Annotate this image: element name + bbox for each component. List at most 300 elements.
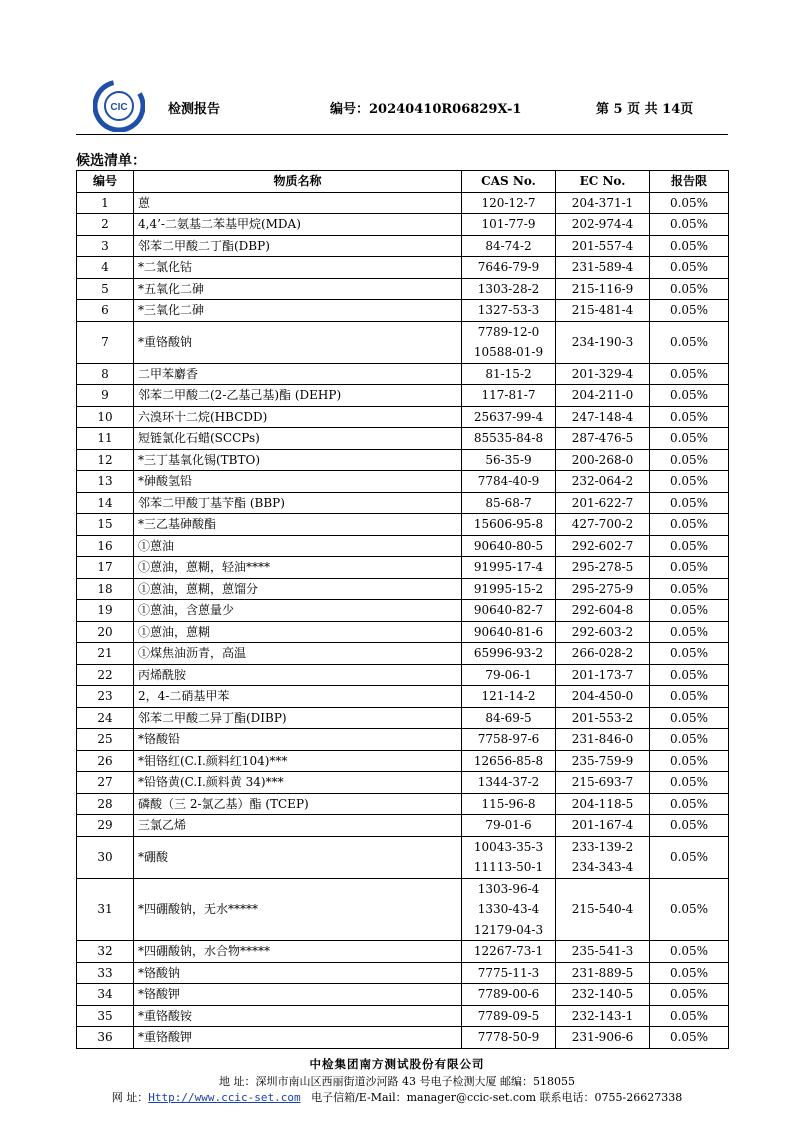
footer-contact-line	[0, 1089, 794, 1105]
ec-number	[556, 664, 650, 686]
svg-text:CIC: CIC	[110, 102, 128, 113]
ec-value: 287-476-5	[571, 431, 634, 445]
table-row	[77, 321, 729, 363]
table-row	[77, 363, 729, 385]
report-limit: 0.05%	[650, 878, 729, 941]
col-header-substance: 物质名称	[134, 171, 462, 193]
ec-number	[556, 1005, 650, 1027]
ec-value: 202-974-4	[571, 217, 634, 231]
substance-name: 邻苯二甲酸二(2-乙基己基)酯 (DEHP)	[134, 385, 462, 407]
cas-number	[462, 235, 556, 257]
cas-number	[462, 984, 556, 1006]
table-row	[77, 1027, 729, 1049]
table-row	[77, 686, 729, 708]
cas-value: 10043-35-3	[473, 839, 544, 854]
table-row	[77, 514, 729, 536]
substance-name: *砷酸氢铅	[134, 471, 462, 493]
ec-number	[556, 878, 650, 941]
report-limit: 0.05%	[650, 214, 729, 236]
footer-company: 中检集团南方测试股份有限公司	[309, 1057, 485, 1071]
report-limit: 0.05%	[650, 492, 729, 514]
substance-name: *五氧化二砷	[134, 278, 462, 300]
page-info: 第 5 页 共 14页	[596, 102, 694, 117]
col-header-number: 编号	[77, 171, 134, 193]
cas-value: 1344-37-2	[477, 775, 540, 789]
cas-value: 121-14-2	[481, 689, 536, 703]
ec-value: 295-278-5	[571, 560, 634, 574]
cas-number	[462, 214, 556, 236]
substance-name: ①煤焦油沥青，高温	[134, 643, 462, 665]
cas-number	[462, 621, 556, 643]
report-limit: 0.05%	[650, 257, 729, 279]
ec-value: 201-173-7	[571, 667, 634, 682]
row-number: 23	[77, 686, 134, 708]
substance-name: 2，4-二硝基甲苯	[134, 686, 462, 708]
substance-name: *铬酸铅	[134, 729, 462, 751]
substance-name: 短链氯化石蜡(SCCPs)	[134, 428, 462, 450]
report-limit: 0.05%	[650, 793, 729, 815]
row-number: 5	[77, 278, 134, 300]
report-limit: 0.05%	[650, 750, 729, 772]
ec-number	[556, 492, 650, 514]
report-limit: 0.05%	[650, 363, 729, 385]
report-limit: 0.05%	[650, 1005, 729, 1027]
report-limit: 0.05%	[650, 514, 729, 536]
col-header-ec: EC No.	[556, 171, 650, 193]
row-number: 1	[77, 192, 134, 214]
ec-value: 231-846-0	[571, 732, 634, 746]
row-number: 10	[77, 406, 134, 428]
substance-name: 邻苯二甲酸二丁酯(DBP)	[134, 235, 462, 257]
report-limit: 0.05%	[650, 578, 729, 600]
ec-number	[556, 471, 650, 493]
ec-value: 201-553-2	[571, 710, 634, 725]
substance-name: *三乙基砷酸酯	[134, 514, 462, 536]
substance-name: ①蒽油，蒽糊	[134, 621, 462, 643]
ec-number	[556, 1027, 650, 1049]
report-limit: 0.05%	[650, 300, 729, 322]
ec-number	[556, 793, 650, 815]
table-row	[77, 750, 729, 772]
ec-number	[556, 257, 650, 279]
ec-value: 234-343-4	[571, 860, 634, 874]
row-number: 16	[77, 535, 134, 557]
cas-number	[462, 449, 556, 471]
ec-value: 201-167-4	[571, 818, 634, 832]
cas-number	[462, 535, 556, 557]
cas-value: 91995-17-4	[473, 560, 544, 574]
ec-value: 232-140-5	[571, 987, 634, 1001]
ec-value: 231-906-6	[571, 1030, 634, 1044]
cas-value: 12179-04-3	[473, 922, 544, 937]
ec-value: 215-481-4	[571, 303, 634, 317]
cas-value: 7646-79-9	[477, 260, 540, 274]
row-number: 8	[77, 363, 134, 385]
table-row	[77, 406, 729, 428]
substance-name: 二甲苯麝香	[134, 363, 462, 385]
substance-name: ①蒽油，蒽糊，蒽馏分	[134, 578, 462, 600]
footer-contact: 电子信箱/E-Mail：manager@ccic-set.com 联系电话：0755-26627338	[311, 1091, 683, 1104]
footer-website-link[interactable]: Http://www.ccic-set.com	[148, 1091, 301, 1104]
ec-number	[556, 750, 650, 772]
row-number: 17	[77, 557, 134, 579]
row-number: 34	[77, 984, 134, 1006]
substance-name: 三氯乙烯	[134, 815, 462, 837]
cas-value: 90640-81-6	[473, 624, 544, 639]
table-row	[77, 1005, 729, 1027]
list-title: 候选清单：	[76, 153, 146, 169]
cas-value: 15606-95-8	[473, 517, 544, 531]
ec-number	[556, 772, 650, 794]
substance-name: *三氧化二砷	[134, 300, 462, 322]
cas-number	[462, 750, 556, 772]
row-number: 9	[77, 385, 134, 407]
table-row	[77, 621, 729, 643]
ec-value: 201-557-4	[571, 238, 634, 253]
report-limit: 0.05%	[650, 428, 729, 450]
cas-number	[462, 962, 556, 984]
row-number: 12	[77, 449, 134, 471]
ec-number	[556, 363, 650, 385]
substance-name: *重铬酸钾	[134, 1027, 462, 1049]
row-number: 19	[77, 600, 134, 622]
cas-value: 115-96-8	[481, 796, 536, 811]
row-number: 18	[77, 578, 134, 600]
report-limit: 0.05%	[650, 385, 729, 407]
report-limit: 0.05%	[650, 557, 729, 579]
cas-value: 90640-82-7	[473, 603, 544, 617]
substance-name: ①蒽油	[134, 535, 462, 557]
cas-number	[462, 363, 556, 385]
row-number: 25	[77, 729, 134, 751]
substance-name: *重铬酸钠	[134, 321, 462, 363]
table-row	[77, 449, 729, 471]
ec-value: 201-329-4	[571, 366, 634, 381]
table-row	[77, 664, 729, 686]
report-limit: 0.05%	[650, 235, 729, 257]
company-logo	[93, 80, 145, 132]
substance-name: 丙烯酰胺	[134, 664, 462, 686]
report-number: 编号：20240410R06829X-1	[330, 102, 522, 117]
ec-number	[556, 729, 650, 751]
cas-number	[462, 192, 556, 214]
table-row	[77, 815, 729, 837]
row-number: 2	[77, 214, 134, 236]
ec-value: 235-759-9	[571, 753, 634, 768]
ec-value: 204-450-0	[571, 689, 634, 703]
report-limit: 0.05%	[650, 772, 729, 794]
table-row	[77, 557, 729, 579]
cas-value: 7775-11-3	[477, 965, 540, 980]
cas-number	[462, 385, 556, 407]
report-limit: 0.05%	[650, 815, 729, 837]
ec-number	[556, 428, 650, 450]
table-row	[77, 214, 729, 236]
cas-number	[462, 1005, 556, 1027]
substance-name: ①蒽油，蒽糊，轻油****	[134, 557, 462, 579]
table-row	[77, 600, 729, 622]
table-row	[77, 471, 729, 493]
cas-value: 79-06-1	[485, 667, 532, 682]
ec-number	[556, 600, 650, 622]
report-limit: 0.05%	[650, 192, 729, 214]
table-row	[77, 643, 729, 665]
table-row	[77, 428, 729, 450]
cas-value: 11113-50-1	[473, 860, 544, 874]
ec-value: 234-190-3	[571, 334, 634, 349]
cas-number	[462, 278, 556, 300]
ec-value: 233-139-2	[571, 839, 634, 854]
cas-value: 1303-96-4	[477, 881, 540, 896]
report-limit: 0.05%	[650, 621, 729, 643]
ec-value: 204-118-5	[571, 796, 634, 811]
cas-number	[462, 578, 556, 600]
table-row	[77, 385, 729, 407]
cas-value: 91995-15-2	[473, 581, 544, 596]
row-number: 27	[77, 772, 134, 794]
cas-value: 84-69-5	[485, 710, 532, 725]
table-body	[77, 192, 729, 1048]
ec-value: 292-602-7	[571, 538, 634, 553]
report-limit: 0.05%	[650, 471, 729, 493]
ec-value: 247-148-4	[571, 409, 634, 424]
substance-name: *三丁基氧化锡(TBTO)	[134, 449, 462, 471]
cas-number	[462, 643, 556, 665]
substance-name: 磷酸（三 2-氯乙基）酯 (TCEP)	[134, 793, 462, 815]
candidate-list-table	[76, 170, 729, 1049]
table-row	[77, 578, 729, 600]
table-row	[77, 235, 729, 257]
ec-number	[556, 321, 650, 363]
cas-value: 65996-93-2	[473, 646, 544, 660]
substance-name: *铬酸钾	[134, 984, 462, 1006]
substance-name: *铅铬黄(C.I.颜料黄 34)***	[134, 772, 462, 794]
substance-name: *四硼酸钠，无水*****	[134, 878, 462, 941]
row-number: 15	[77, 514, 134, 536]
cas-value: 7789-00-6	[477, 987, 540, 1001]
ec-number	[556, 214, 650, 236]
report-limit: 0.05%	[650, 643, 729, 665]
cas-number	[462, 878, 556, 941]
ec-value: 235-541-3	[571, 944, 634, 958]
substance-name: 邻苯二甲酸丁基苄酯 (BBP)	[134, 492, 462, 514]
cas-value: 1330-43-4	[477, 902, 540, 916]
cas-number	[462, 257, 556, 279]
ec-number	[556, 836, 650, 878]
cas-value: 12267-73-1	[473, 944, 544, 958]
report-limit: 0.05%	[650, 449, 729, 471]
cas-value: 79-01-6	[485, 818, 532, 832]
ec-value: 204-211-0	[571, 388, 634, 402]
ec-value: 295-275-9	[571, 581, 634, 596]
report-label: 检测报告	[168, 102, 221, 117]
report-limit: 0.05%	[650, 707, 729, 729]
ec-number	[556, 514, 650, 536]
ec-value: 231-889-5	[571, 965, 634, 980]
report-limit: 0.05%	[650, 962, 729, 984]
table-row	[77, 535, 729, 557]
cas-number	[462, 428, 556, 450]
ec-number	[556, 278, 650, 300]
cas-value: 10588-01-9	[473, 345, 544, 359]
col-header-limit: 报告限	[650, 171, 729, 193]
report-limit: 0.05%	[650, 535, 729, 557]
cas-number	[462, 664, 556, 686]
cas-number	[462, 514, 556, 536]
substance-name: *硼酸	[134, 836, 462, 878]
cas-number	[462, 492, 556, 514]
substance-name: 邻苯二甲酸二异丁酯(DIBP)	[134, 707, 462, 729]
col-header-cas: CAS No.	[462, 171, 556, 193]
substance-name: *二氯化钴	[134, 257, 462, 279]
cas-value: 56-35-9	[485, 452, 532, 467]
row-number: 31	[77, 878, 134, 941]
cas-number	[462, 941, 556, 963]
cas-number	[462, 406, 556, 428]
substance-name: *重铬酸铵	[134, 1005, 462, 1027]
substance-name: 蒽	[134, 192, 462, 214]
ec-value: 292-603-2	[571, 624, 634, 639]
ec-number	[556, 962, 650, 984]
table-row	[77, 878, 729, 941]
ec-number	[556, 643, 650, 665]
ec-number	[556, 385, 650, 407]
report-limit: 0.05%	[650, 836, 729, 878]
ec-number	[556, 941, 650, 963]
cas-value: 81-15-2	[485, 366, 532, 381]
report-limit: 0.05%	[650, 686, 729, 708]
cas-value: 7789-12-0	[477, 324, 540, 339]
report-limit: 0.05%	[650, 941, 729, 963]
table-header-row	[77, 171, 729, 193]
cas-number	[462, 686, 556, 708]
table-row	[77, 772, 729, 794]
ec-number	[556, 449, 650, 471]
footer-web-label: 网 址：	[111, 1091, 149, 1104]
report-limit: 0.05%	[650, 984, 729, 1006]
ec-value: 215-540-4	[571, 902, 634, 916]
row-number: 36	[77, 1027, 134, 1049]
cas-number	[462, 321, 556, 363]
report-limit: 0.05%	[650, 600, 729, 622]
table-row	[77, 984, 729, 1006]
row-number: 4	[77, 257, 134, 279]
row-number: 22	[77, 664, 134, 686]
table-row	[77, 793, 729, 815]
row-number: 35	[77, 1005, 134, 1027]
ec-number	[556, 192, 650, 214]
cas-number	[462, 729, 556, 751]
ec-number	[556, 984, 650, 1006]
ec-value: 204-371-1	[571, 195, 634, 210]
report-limit: 0.05%	[650, 406, 729, 428]
cas-value: 84-74-2	[485, 238, 532, 253]
row-number: 33	[77, 962, 134, 984]
cas-number	[462, 836, 556, 878]
ec-value: 231-589-4	[571, 260, 634, 274]
cas-value: 12656-85-8	[473, 753, 544, 768]
cas-value: 117-81-7	[481, 388, 536, 402]
cas-value: 25637-99-4	[473, 409, 544, 424]
substance-name: ①蒽油，含蒽量少	[134, 600, 462, 622]
row-number: 24	[77, 707, 134, 729]
row-number: 6	[77, 300, 134, 322]
table-row	[77, 729, 729, 751]
report-limit: 0.05%	[650, 1027, 729, 1049]
cas-number	[462, 300, 556, 322]
substance-name: *铬酸钠	[134, 962, 462, 984]
cas-number	[462, 793, 556, 815]
ec-value: 427-700-2	[571, 517, 634, 531]
ec-number	[556, 300, 650, 322]
table-row	[77, 962, 729, 984]
report-limit: 0.05%	[650, 278, 729, 300]
cas-number	[462, 471, 556, 493]
cas-number	[462, 1027, 556, 1049]
row-number: 32	[77, 941, 134, 963]
row-number: 28	[77, 793, 134, 815]
cas-value: 7784-40-9	[477, 474, 540, 488]
ec-number	[556, 621, 650, 643]
row-number: 13	[77, 471, 134, 493]
table-row	[77, 192, 729, 214]
cas-value: 90640-80-5	[473, 538, 544, 553]
cas-value: 120-12-7	[481, 195, 536, 210]
report-limit: 0.05%	[650, 664, 729, 686]
report-limit: 0.05%	[650, 729, 729, 751]
row-number: 30	[77, 836, 134, 878]
cas-value: 1327-53-3	[477, 303, 540, 317]
table-row	[77, 300, 729, 322]
substance-name: 4,4’-二氨基二苯基甲烷(MDA)	[134, 214, 462, 236]
row-number: 21	[77, 643, 134, 665]
ec-value: 232-143-1	[571, 1008, 634, 1023]
ec-number	[556, 535, 650, 557]
ec-value: 215-116-9	[571, 281, 634, 296]
ec-value: 200-268-0	[571, 452, 634, 467]
table-row	[77, 492, 729, 514]
ec-value: 266-028-2	[571, 646, 634, 660]
cas-number	[462, 707, 556, 729]
substance-name: 六溴环十二烷(HBCDD)	[134, 406, 462, 428]
ec-value: 201-622-7	[571, 495, 634, 510]
cas-value: 101-77-9	[481, 217, 536, 231]
cas-number	[462, 815, 556, 837]
ec-number	[556, 707, 650, 729]
row-number: 29	[77, 815, 134, 837]
substance-name: *钼铬红(C.I.颜料红104)***	[134, 750, 462, 772]
ec-number	[556, 406, 650, 428]
header-divider	[76, 134, 728, 135]
cas-value: 85535-84-8	[473, 431, 544, 445]
row-number: 20	[77, 621, 134, 643]
cas-value: 7789-09-5	[477, 1008, 540, 1023]
row-number: 26	[77, 750, 134, 772]
ec-number	[556, 578, 650, 600]
footer-address: 地 址：深圳市南山区西丽街道沙河路 43 号电子检测大厦 邮编：518055	[219, 1075, 575, 1088]
table-row	[77, 941, 729, 963]
cas-value: 7778-50-9	[477, 1030, 540, 1044]
table-row	[77, 257, 729, 279]
ec-number	[556, 815, 650, 837]
ec-number	[556, 235, 650, 257]
row-number: 3	[77, 235, 134, 257]
cas-value: 85-68-7	[485, 495, 532, 510]
cas-number	[462, 772, 556, 794]
row-number: 14	[77, 492, 134, 514]
ec-value: 215-693-7	[571, 775, 634, 789]
substance-name: *四硼酸钠，水合物*****	[134, 941, 462, 963]
